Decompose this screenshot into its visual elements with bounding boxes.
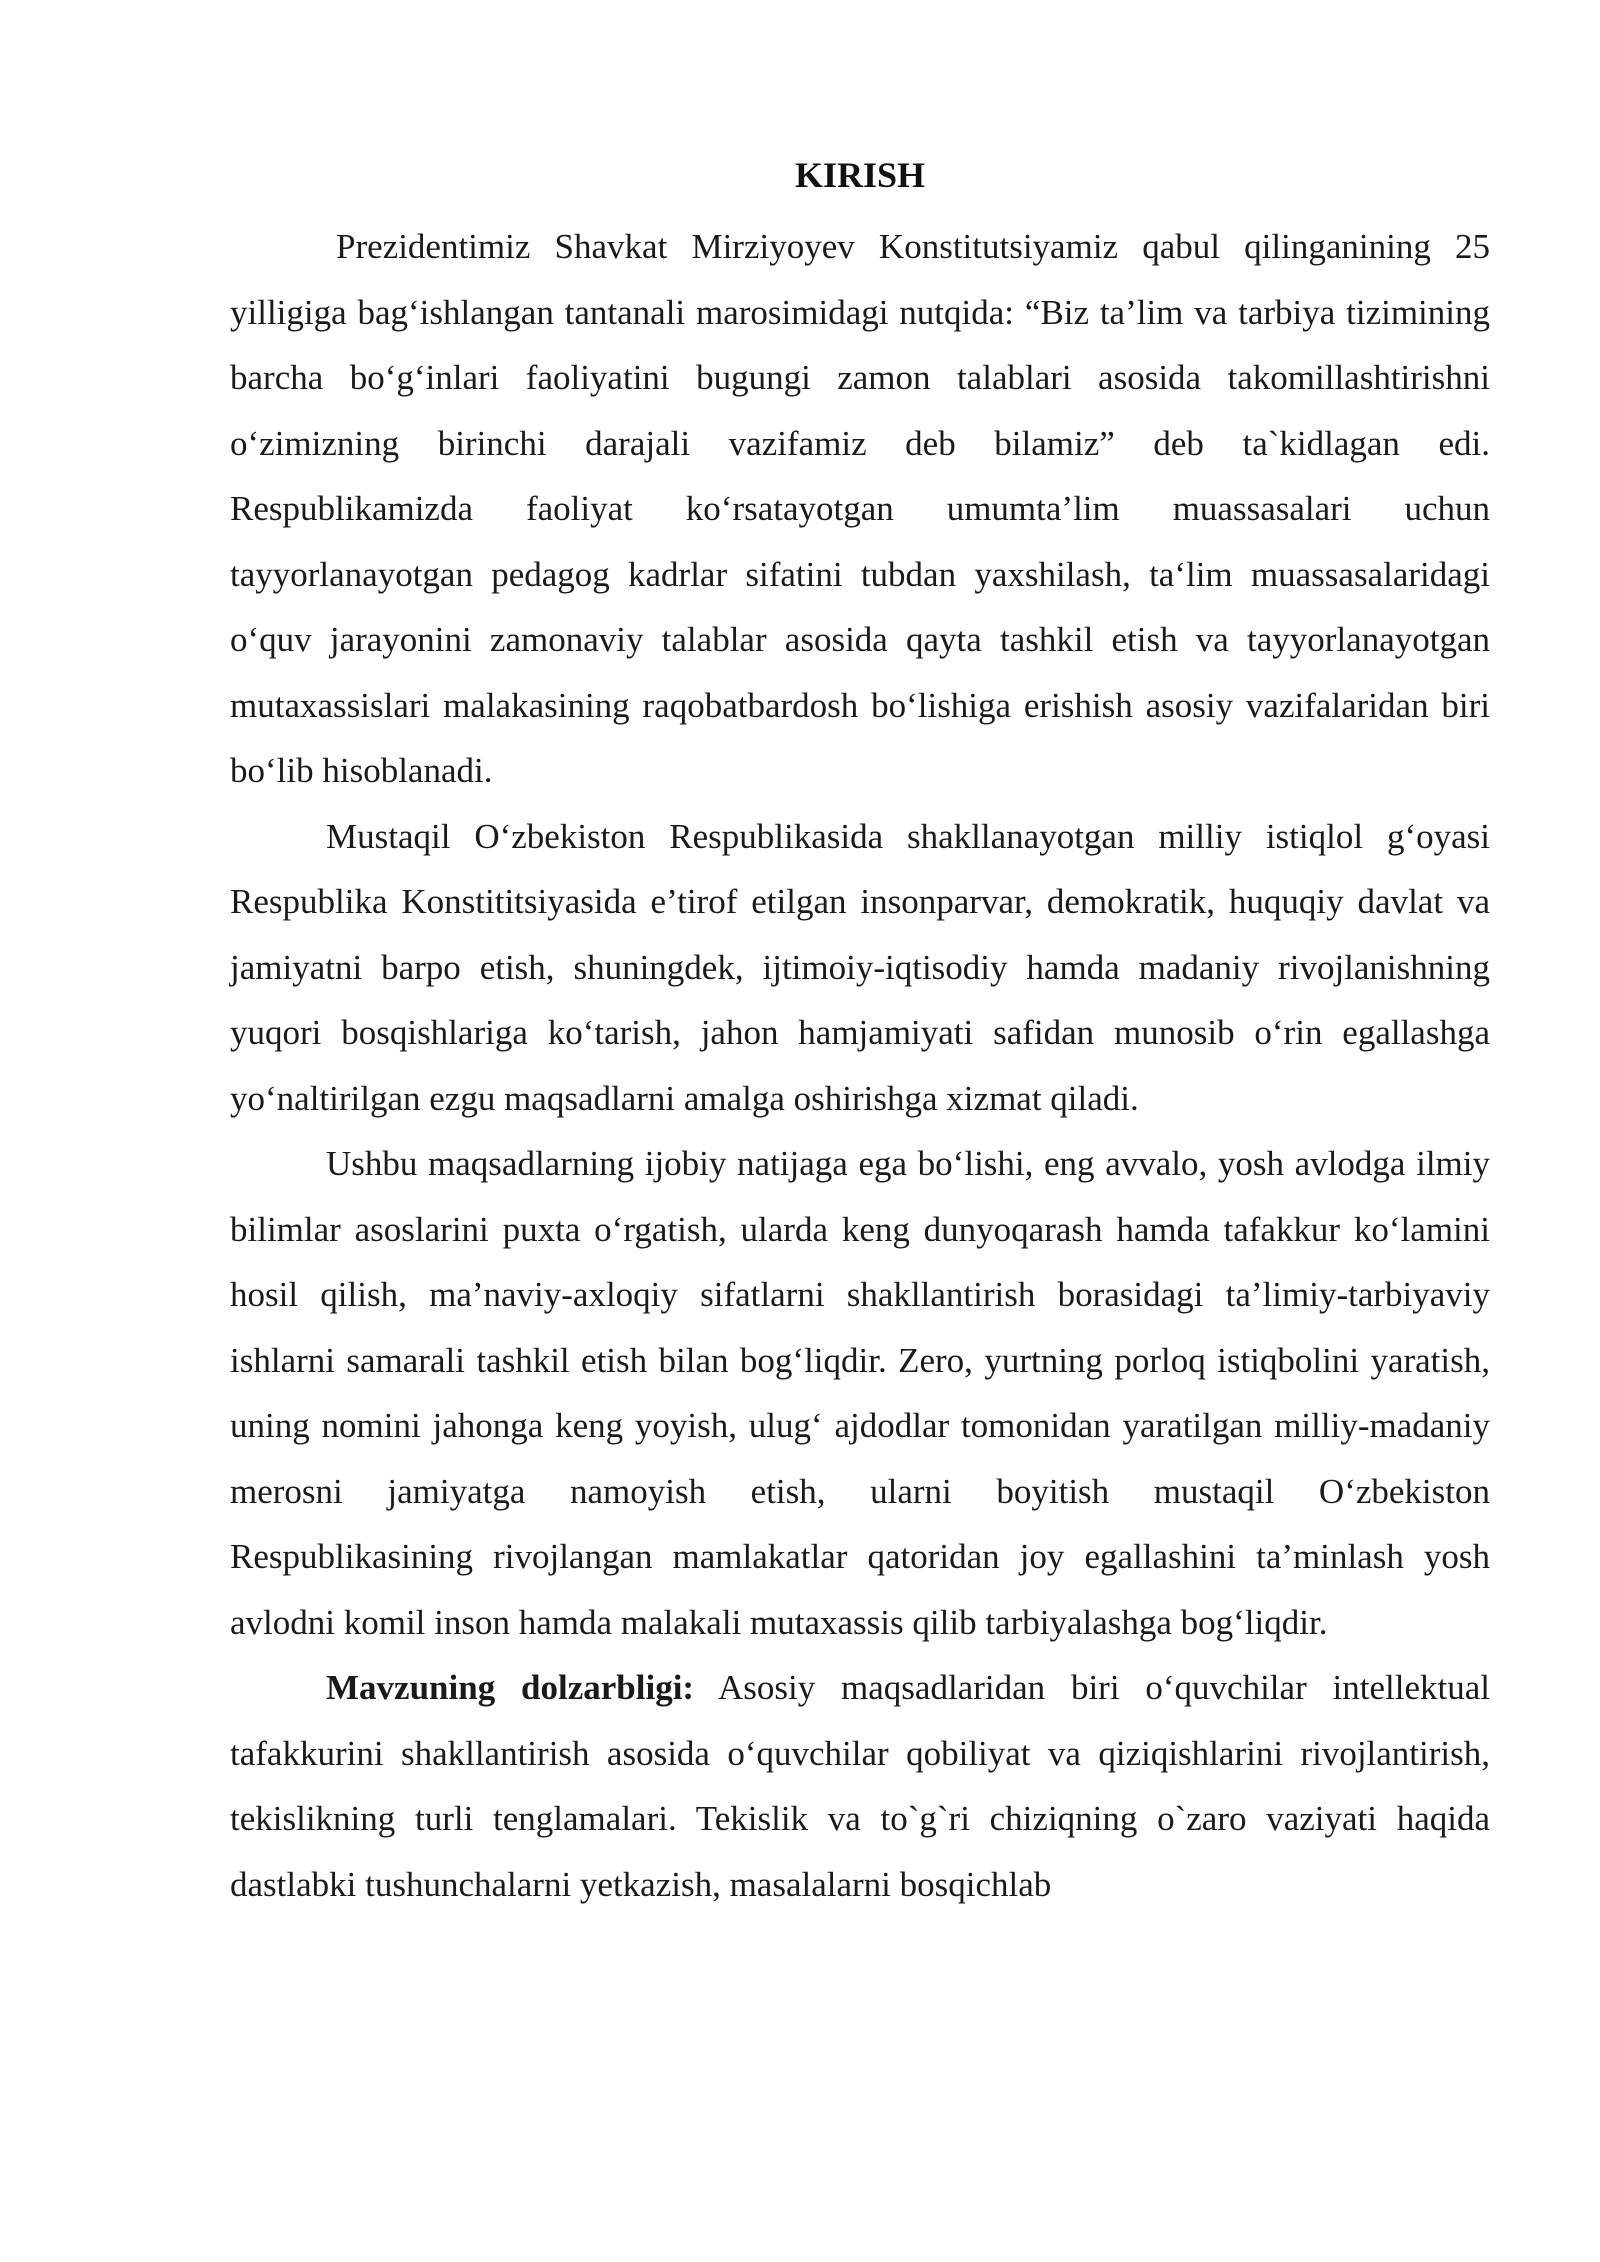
paragraph-goals: Ushbu maqsadlarning ijobiy natijaga ega bo‘lishi, eng avvalo, yosh avlodga ilmiy bilimlar asoslarini puxta o‘rgatish, ularda keng dunyoqarash hamda tafakkur ko‘lamini hosil qilish, ma’naviy-axloqiy sifatlarni shakllantirish borasidagi ta’limiy-tarbiyaviy ishlarni samarali tashkil etish bilan bog‘liqdir. Zero, yurtning porloq istiqbolini yaratish, uning nomini jahonga keng yoyish, ulug‘ ajdodlar tomonidan yaratilgan milliy-madaniy merosni jamiyatga namoyish etish, ularni boyitish mustaqil O‘zbekiston Respublikasining rivojlangan mamlakatlar qatoridan joy egallashini ta’minlash yosh avlodni komil inson hamda malakali mutaxassis qilib tarbiyalashga bog‘liqdir.	[230, 1144, 1490, 1642]
paragraph-independence: Mustaqil O‘zbekiston Respublikasida shakllanayotgan milliy istiqlol g‘oyasi Respublika Konstititsiyasida e’tirof etilgan insonparvar, demokratik, huquqiy davlat va jamiyatni barpo etish, shuningdek, ijtimoiy-iqtisodiy hamda madaniy rivojlanishning yuqori bosqishlariga ko‘tarish, jahon hamjamiyati safidan munosib o‘rin egallashga yo‘naltirilgan ezgu maqsadlarni amalga oshirishga xizmat qiladi.	[230, 816, 1490, 1118]
paragraph-relevance	[230, 1655, 1490, 1917]
document-title: KIRISH	[794, 155, 926, 195]
relevance-heading: Mavzuning dolzarbligi:	[326, 1668, 695, 1707]
document-body	[230, 150, 1490, 1917]
paragraph-intro: Prezidentimiz Shavkat Mirziyoyev Konstitutsiyamiz qabul qilinganining 25 yilligiga bag‘ishlangan tantanali marosimidagi nutqida: “Biz ta’lim va tarbiya tizimining barcha bo‘g‘inlari faoliyatini bugungi zamon talablari asosida takomillashtirishni o‘zimizning birinchi darajali vazifamiz deb bilamiz” deb ta`kidlagan edi. Respublikamizda faoliyat ko‘rsatayotgan umumta’lim muassasalari uchun tayyorlanayotgan pedagog kadrlar sifatini tubdan yaxshilash, ta‘lim muassasalaridagi o‘quv jarayonini zamonaviy talablar asosida qayta tashkil etish va tayyorlanayotgan mutaxassislari malakasining raqobatbardosh bo‘lishiga erishish asosiy vazifalaridan biri bo‘lib hisoblanadi.	[230, 227, 1490, 790]
relevance-text: Asosiy maqsadlaridan biri o‘quvchilar intellektual tafakkurini shakllantirish asosida o‘quvchilar qobiliyat va qiziqishlarini rivojlantirish, tekislikning turli tenglamalari. Tekislik va to`g`ri chiziqning o`zaro vaziyati haqida dastlabki tushunchalarni yetkazish, masalalarni bosqichlab	[230, 1668, 1490, 1904]
